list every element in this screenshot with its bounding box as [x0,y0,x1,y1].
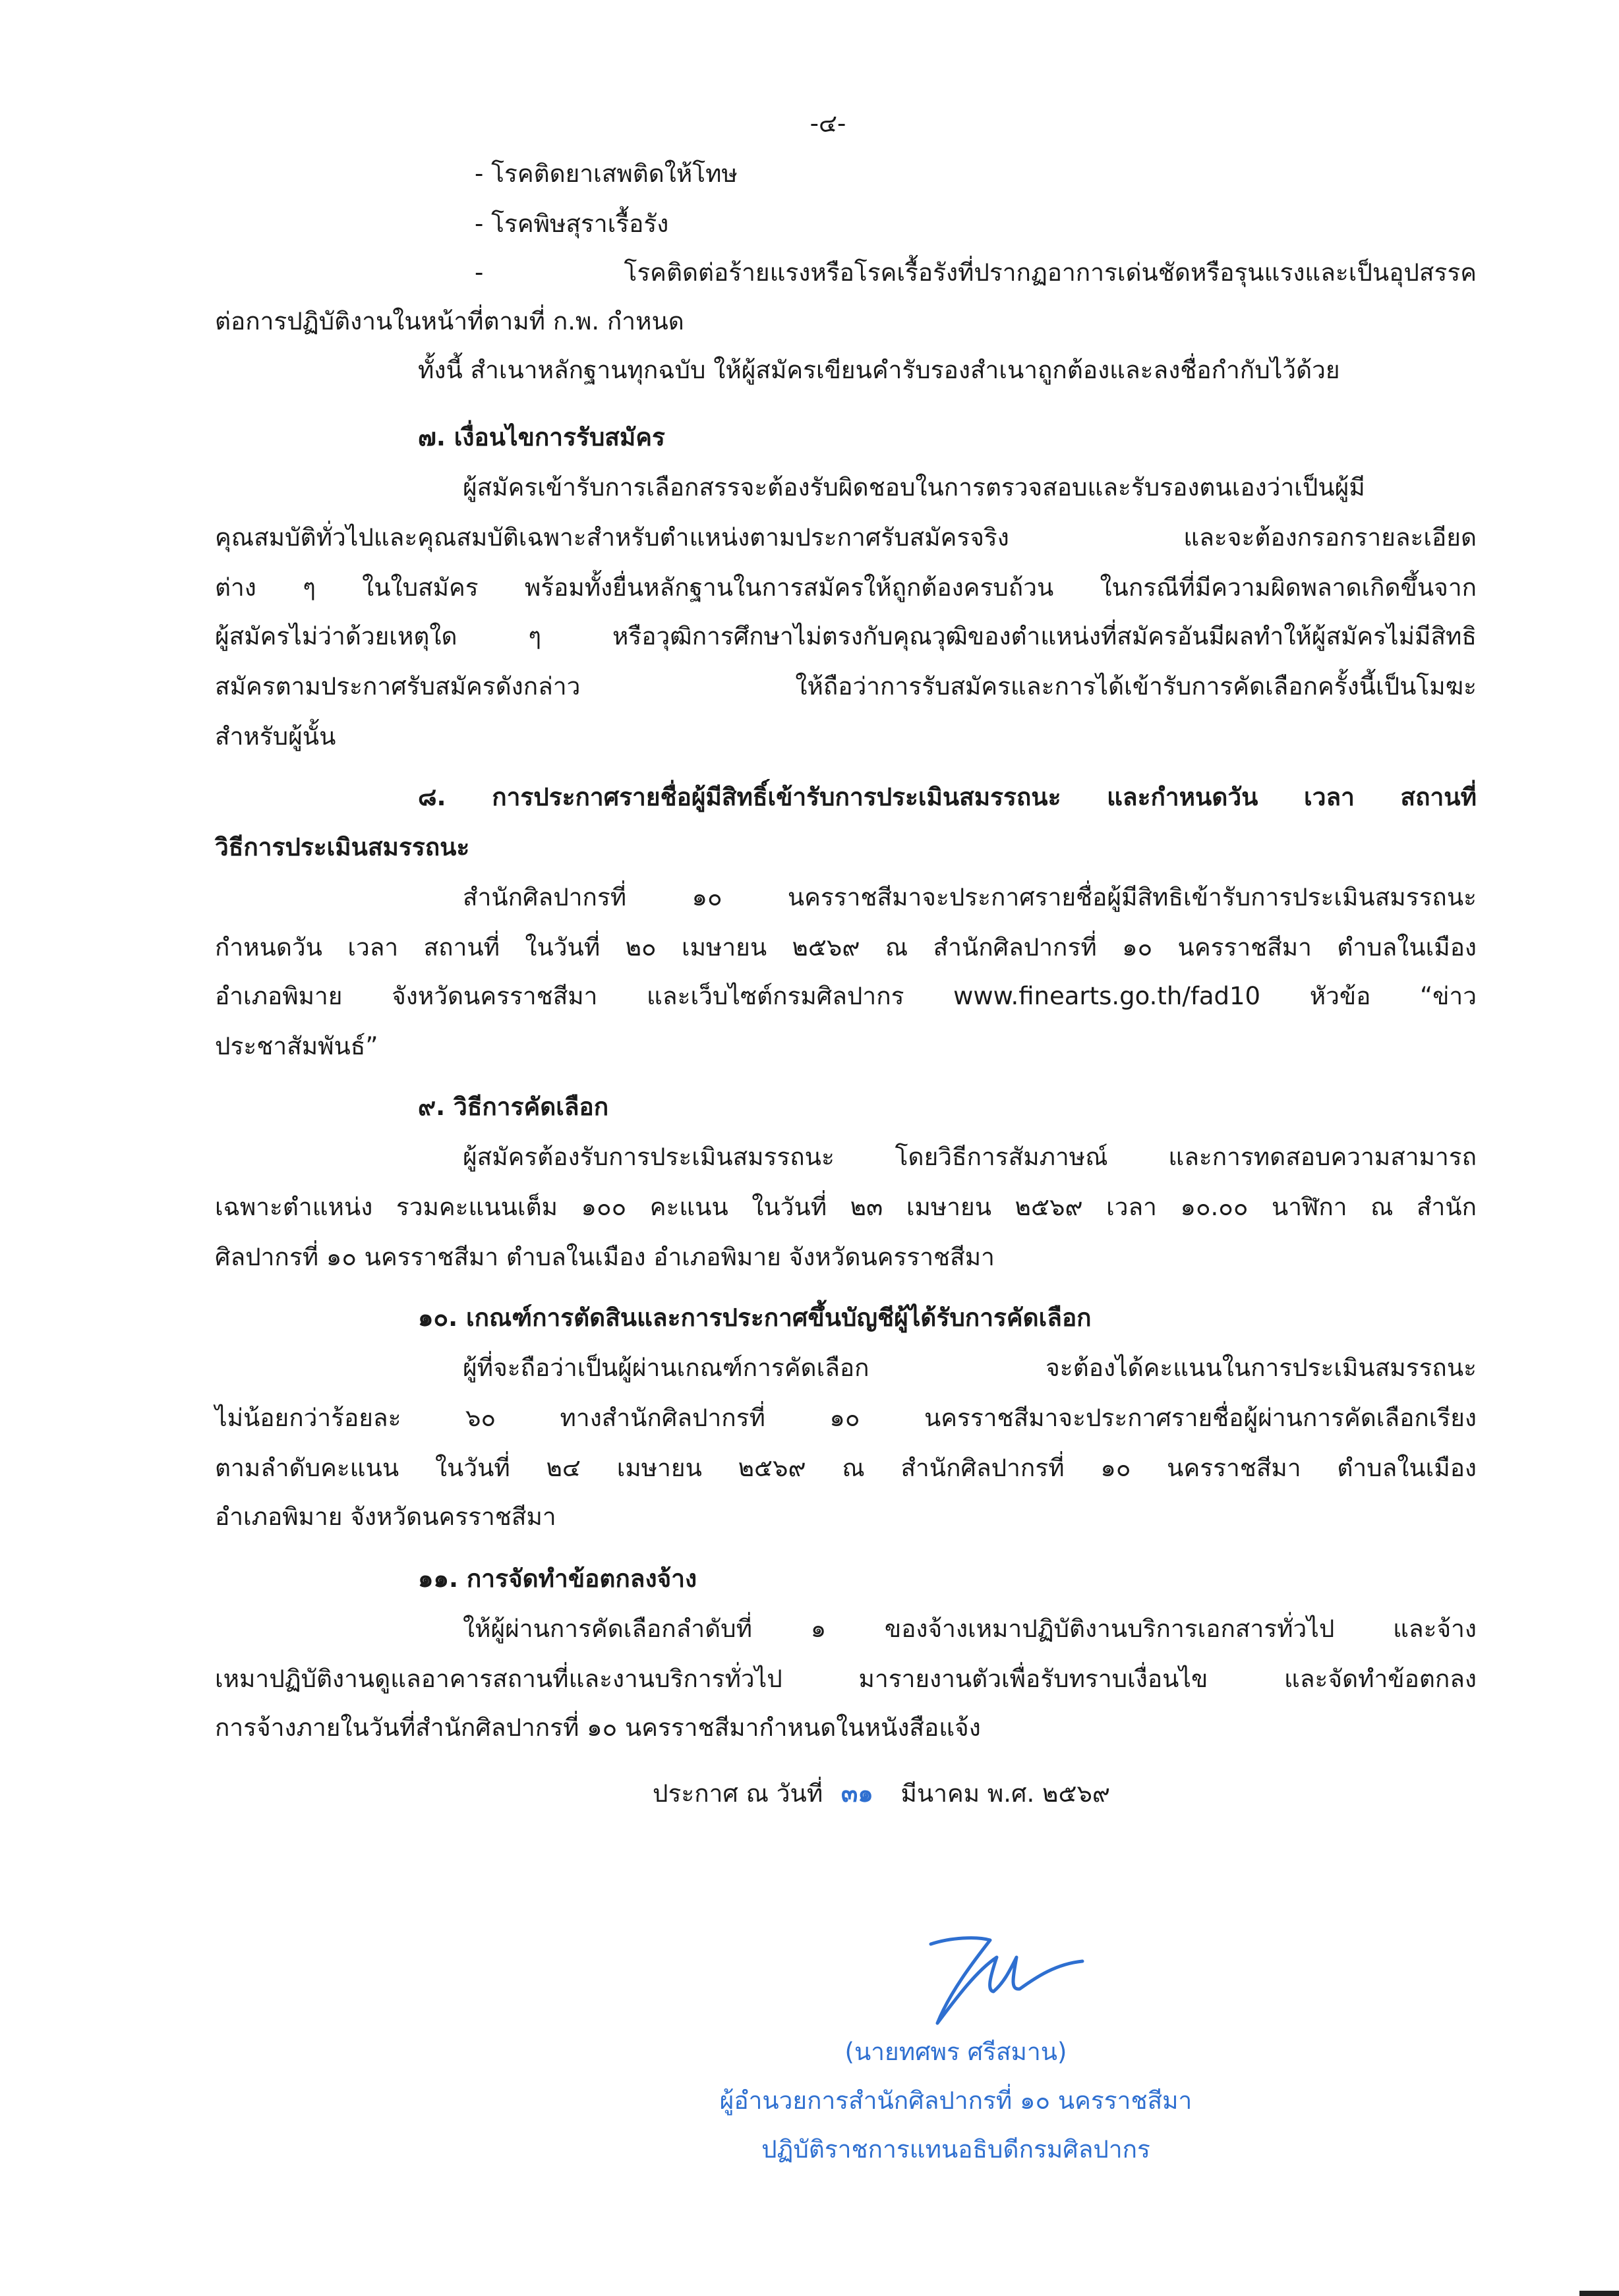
announcement-day: ๓๑ [840,1779,873,1808]
section11-heading: ๑๑. การจัดทำข้อตกลงจ้าง [418,1564,697,1593]
signatory-acting: ปฏิบัติราชการแทนอธิบดีกรมศิลปากร [761,2135,1150,2164]
section7-line: สมัครตามประกาศรับสมัครดังกล่าว ให้ถือว่าการรับสมัครและการได้เข้ารับการคัดเลือกครั้งนี้เป็นโมฆะ [215,672,1477,701]
section7-heading: ๗. เงื่อนไขการรับสมัคร [418,423,665,451]
bullet-contagious-disease: - โรคติดต่อร้ายแรงหรือโรคเรื้อรังที่ปรากฏอาการเด่นชัดหรือรุนแรงและเป็นอุปสรรค [475,258,1477,287]
section8-line: ประชาสัมพันธ์” [215,1032,378,1060]
section10-line: ไม่น้อยกว่าร้อยละ ๖๐ ทางสำนักศิลปากรที่ ๑๐ นครราชสีมาจะประกาศรายชื่อผู้ผ่านการคัดเลือกเรียง [215,1404,1477,1432]
page-number: -๔- [810,109,846,138]
bullet-drug-addiction: - โรคติดยาเสพติดให้โทษ [475,159,738,188]
section9-heading: ๙. วิธีการคัดเลือก [418,1093,609,1121]
section11-line: ให้ผู้ผ่านการคัดเลือกลำดับที่ ๑ ของจ้างเหมาปฏิบัติงานบริการเอกสารทั่วไป และจ้าง [463,1615,1477,1643]
section9-line: เฉพาะตำแหน่ง รวมคะแนนเต็ม ๑๐๐ คะแนน ในวันที่ ๒๓ เมษายน ๒๕๖๙ เวลา ๑๐.๐๐ นาฬิกา ณ สำนัก [215,1193,1477,1221]
section7-line: ต่าง ๆ ในใบสมัคร พร้อมทั้งยื่นหลักฐานในการสมัครให้ถูกต้องครบถ้วน ในกรณีที่มีความผิดพลาดเกิดขึ้นจาก [215,573,1477,602]
section7-line: ผู้สมัครไม่ว่าด้วยเหตุใด ๆ หรือวุฒิการศึกษาไม่ตรงกับคุณวุฒิของตำแหน่งที่สมัครอันมีผลทำให้ผู้สมัครไม่มีสิทธิ [215,622,1477,650]
section10-heading: ๑๐. เกณฑ์การตัดสินและการประกาศขึ้นบัญชีผู้ได้รับการคัดเลือก [418,1304,1092,1332]
section10-line: อำเภอพิมาย จังหวัดนครราชสีมา [215,1503,556,1531]
section8-heading: ๘. การประกาศรายชื่อผู้มีสิทธิ์เข้ารับการประเมินสมรรถนะ และกำหนดวัน เวลา สถานที่ [418,783,1477,811]
bullet-alcoholism: - โรคพิษสุราเรื้อรัง [475,210,669,238]
scan-corner-mark [1579,2288,1619,2296]
section8-heading-cont: วิธีการประเมินสมรรถนะ [215,833,470,861]
bullet-contagious-disease-cont: ต่อการปฏิบัติงานในหน้าที่ตามที่ ก.พ. กำหนด [215,307,684,335]
signatory-name: (นายทศพร ศรีสมาน) [844,2038,1067,2066]
section7-line: คุณสมบัติทั่วไปและคุณสมบัติเฉพาะสำหรับตำแหน่งตามประกาศรับสมัครจริง และจะต้องกรอกรายละเอียด [215,523,1477,552]
section9-line: ผู้สมัครต้องรับการประเมินสมรรถนะ โดยวิธีการสัมภาษณ์ และการทดสอบความสามารถ [463,1143,1477,1171]
section11-line: เหมาปฏิบัติงานดูแลอาคารสถานที่และงานบริการทั่วไป มารายงานตัวเพื่อรับทราบเงื่อนไข และจัดทำข้อตกลง [215,1665,1477,1693]
section7-line: สำหรับผู้นั้น [215,722,336,751]
section9-line: ศิลปากรที่ ๑๐ นครราชสีมา ตำบลในเมือง อำเภอพิมาย จังหวัดนครราชสีมา [215,1243,995,1271]
section10-line: ผู้ที่จะถือว่าเป็นผู้ผ่านเกณฑ์การคัดเลือก จะต้องได้คะแนนในการประเมินสมรรถนะ [463,1354,1477,1382]
copy-certification-note: ทั้งนี้ สำเนาหลักฐานทุกฉบับ ให้ผู้สมัครเขียนคำรับรองสำเนาถูกต้องและลงชื่อกำกับไว้ด้วย [418,356,1340,384]
section8-line: กำหนดวัน เวลา สถานที่ ในวันที่ ๒๐ เมษายน ๒๕๖๙ ณ สำนักศิลปากรที่ ๑๐ นครราชสีมา ตำบลในเมือง [215,933,1477,961]
handwritten-signature [904,1931,1089,2036]
signatory-title: ผู้อำนวยการสำนักศิลปากรที่ ๑๐ นครราชสีมา [719,2086,1192,2115]
section10-line: ตามลำดับคะแนน ในวันที่ ๒๔ เมษายน ๒๕๖๙ ณ สำนักศิลปากรที่ ๑๐ นครราชสีมา ตำบลในเมือง [215,1454,1477,1482]
section8-line: อำเภอพิมาย จังหวัดนครราชสีมา และเว็บไซต์กรมศิลปากร www.finearts.go.th/fad10 หัวข้อ “ข่าว [215,982,1477,1010]
section8-line: สำนักศิลปากรที่ ๑๐ นครราชสีมาจะประกาศรายชื่อผู้มีสิทธิเข้ารับการประเมินสมรรถนะ [463,883,1477,911]
section7-line: ผู้สมัครเข้ารับการเลือกสรรจะต้องรับผิดชอบในการตรวจสอบและรับรองตนเองว่าเป็นผู้มี [463,473,1365,502]
announcement-month-year: มีนาคม พ.ศ. ๒๕๖๙ [900,1779,1111,1808]
announcement-date [653,1774,1110,1814]
announcement-prefix: ประกาศ ณ วันที่ [653,1779,823,1808]
section11-line: การจ้างภายในวันที่สำนักศิลปากรที่ ๑๐ นครราชสีมากำหนดในหนังสือแจ้ง [215,1713,981,1742]
